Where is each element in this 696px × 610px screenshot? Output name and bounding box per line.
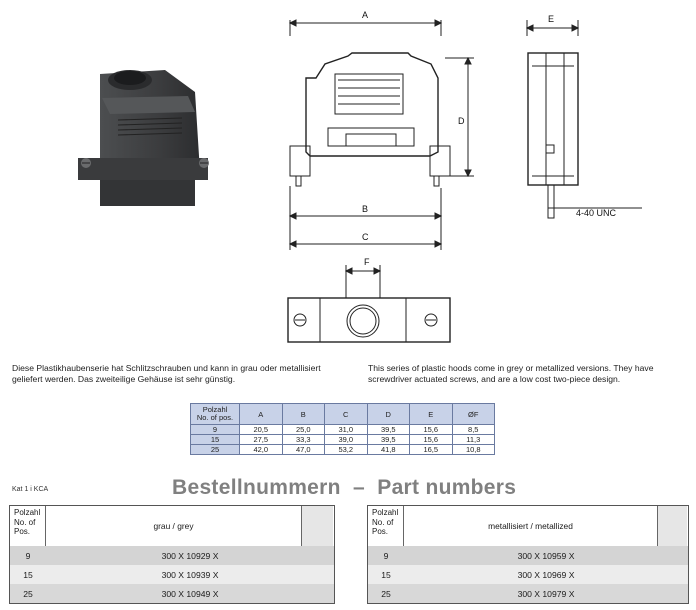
table-row [191,425,495,435]
metal-header-shaded [658,506,687,546]
part-numbers-title: Bestellnummern – Part numbers [172,476,517,499]
dim-cell: 20,5 [240,425,283,435]
dimensions-table [190,403,495,455]
table-row [191,435,495,445]
dim-header-c: C [325,404,368,425]
dim-cell: 11,3 [452,435,495,445]
grey-header-label: grau / grey [46,506,302,546]
table-row [10,565,334,584]
dim-cell: 27,5 [240,435,283,445]
metal-pos: 9 [383,550,389,561]
metallized-part-table [367,505,689,604]
label-thread: 4-40 UNC [576,208,617,218]
dim-header-b: B [282,404,325,425]
metal-part-number: 300 X 10959 X [517,550,575,561]
grey-pos: 9 [25,550,31,561]
table-row [368,546,688,565]
dim-cell: 15,6 [410,425,453,435]
dim-header-e: E [410,404,453,425]
dim-header-a: A [240,404,283,425]
grey-part-table [9,505,335,604]
label-f: F [364,257,370,267]
dim-cell: 39,5 [367,425,410,435]
label-b: B [362,204,369,214]
label-a: A [362,10,369,20]
label-d: D [458,116,465,126]
top-view-drawing [280,250,460,360]
dim-cell: 9 [191,425,240,435]
metal-part-number: 300 X 10979 X [517,588,575,599]
dim-cell: 16,5 [410,445,453,455]
description-german: Diese Plastikhaubenserie hat Schlitzschrauben und kann in grau oder metallisiert geliefert werden. Das zweiteilige Gehäuse ist sehr günstig. [12,363,321,384]
metal-pos: 25 [381,588,391,599]
grey-part-number: 300 X 10949 X [161,588,219,599]
front-view-drawing [280,0,485,250]
side-view-drawing [500,0,650,230]
label-c: C [362,232,369,242]
dim-cell: 33,3 [282,435,325,445]
dim-cell: 53,2 [325,445,368,455]
label-e: E [548,14,555,24]
dim-cell: 47,0 [282,445,325,455]
dim-cell: 25,0 [282,425,325,435]
table-row [368,584,688,603]
grey-pos: 15 [23,569,33,580]
description-english: This series of plastic hoods come in grey or metallized versions. They have screwdriver actuated screws, and are a low cost two-piece design. [368,363,654,384]
metal-header-pos: Polzahl No. of Pos. [368,506,404,546]
dim-header-f: ØF [452,404,495,425]
dim-cell: 15 [191,435,240,445]
dim-cell: 31,0 [325,425,368,435]
grey-pos: 25 [23,588,33,599]
dim-cell: 25 [191,445,240,455]
dim-cell: 42,0 [240,445,283,455]
grey-header-shaded [302,506,333,546]
product-photo [70,62,225,222]
dim-cell: 8,5 [452,425,495,435]
metal-part-number: 300 X 10969 X [517,569,575,580]
dim-cell: 39,0 [325,435,368,445]
table-row [191,445,495,455]
dimensions-header-row [191,404,495,425]
table-row [10,546,334,565]
dim-cell: 15,6 [410,435,453,445]
dim-header-pos: Polzahl No. of pos. [191,404,240,425]
metal-pos: 15 [381,569,391,580]
grey-part-number: 300 X 10939 X [161,569,219,580]
dim-header-d: D [367,404,410,425]
grey-header-pos: Polzahl No. of Pos. [10,506,46,546]
dim-cell: 41,8 [367,445,410,455]
catalog-reference: Kat 1 i KCA [12,486,49,493]
table-row [10,584,334,603]
dim-cell: 39,5 [367,435,410,445]
grey-part-number: 300 X 10929 X [161,550,219,561]
metal-header-label: metallisiert / metallized [404,506,658,546]
table-row [368,565,688,584]
dim-cell: 10,8 [452,445,495,455]
